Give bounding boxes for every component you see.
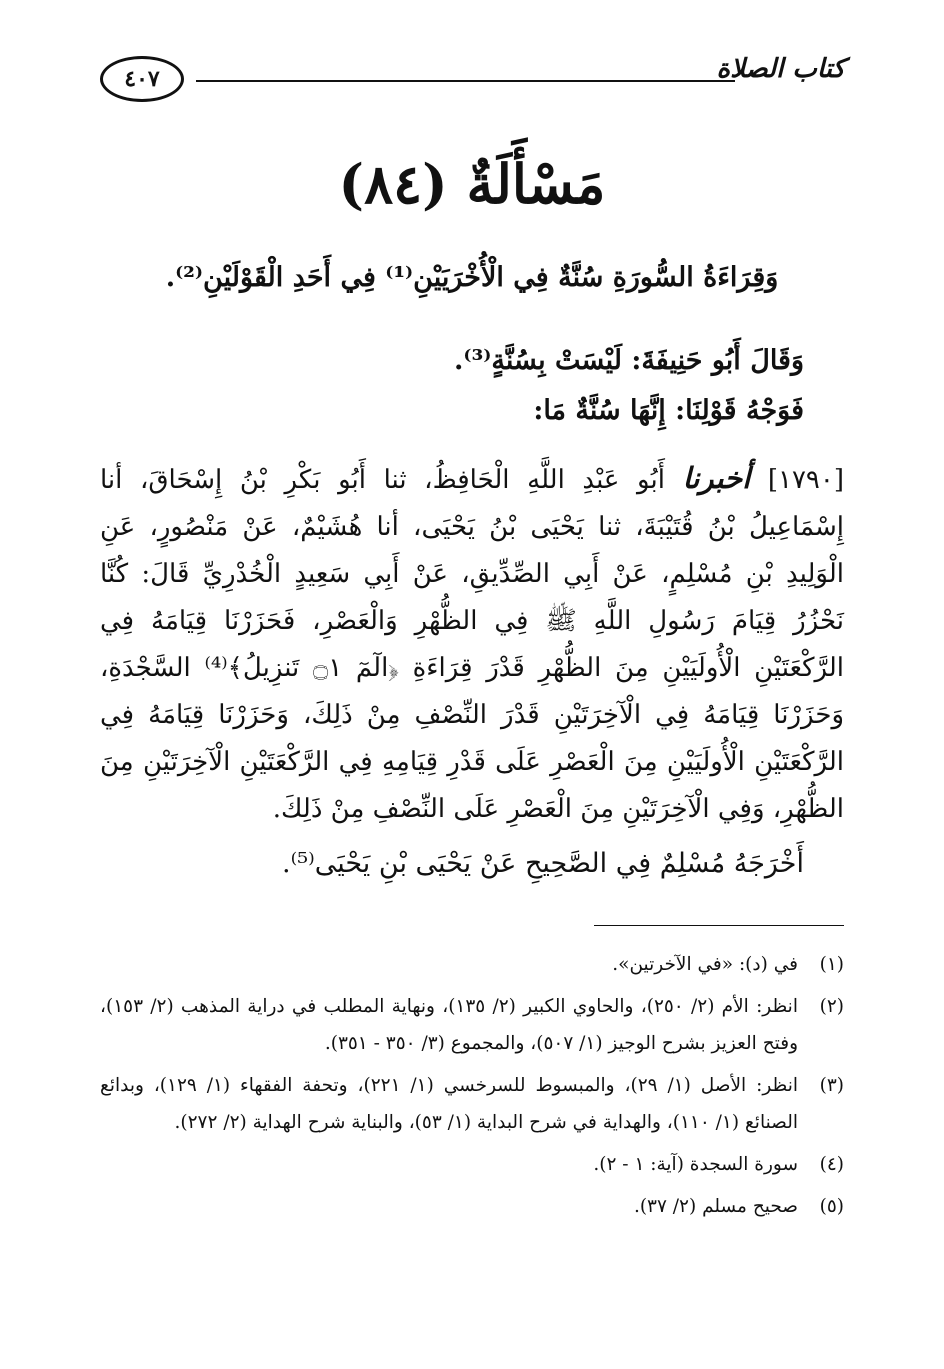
footnote-mark: (١) — [819, 954, 844, 975]
hadith-text: أَبُو عَبْدِ اللَّهِ الْحَافِظُ، ثنا أَبُو بَكْرِ بْنُ إِسْحَاقَ، أنا إِسْمَاعِيلُ بْنُ قُتَيْبَةَ، ثنا يَحْيَى بْنُ يَحْيَى، أنا هُشَيْمٌ، عَنْ مَنْصُورٍ، عَنِ الْوَلِيدِ بْنِ مُسْلِمٍ، عَنْ أَبِي الصِّدِّيقِ، عَنْ أَبِي سَعِيدٍ الْخُدْرِيِّ قَالَ: كُنَّا نَحْزُرُ قِيَامَ رَسُولِ اللَّهِ ﷺ فِي الظُّهْرِ وَالْعَصْرِ، فَحَزَرْنَا قِيَامَهُ فِي الرَّكْعَتَيْنِ الْأُولَيَيْنِ مِنَ الظُّهْرِ قَدْرَ قِرَاءَةِ ﴿الٓمٓ ۝١ تَنزِيلُ﴾⁽⁴⁾ السَّجْدَةِ، وَحَزَرْنَا قِيَامَهُ فِي الْآخِرَتَيْنِ قَدْرَ النِّصْفِ مِنْ ذَلِكَ، وَحَزَرْنَا قِيَامَهُ فِي الرَّكْعَتَيْنِ الْأُولَيَيْنِ مِنَ الْعَصْرِ عَلَى قَدْرِ قِيَامِهِ فِي الرَّكْعَتَيْنِ الْآخِرَتَيْنِ مِنَ الظُّهْرِ، وَفِي الْآخِرَتَيْنِ مِنَ الْعَصْرِ عَلَى النِّصْفِ مِنْ ذَلِكَ. — [100, 465, 845, 824]
footnote-item — [100, 946, 844, 983]
footnote-mark: (٤) — [819, 1154, 844, 1175]
hadith-paragraph — [100, 455, 844, 833]
footnote-item — [100, 1146, 844, 1183]
footnote-item — [100, 988, 844, 1062]
footnote-mark: (٣) — [819, 1075, 844, 1096]
page-number: ٤٠٧ — [100, 56, 184, 102]
footnote-divider — [594, 925, 844, 926]
footnotes — [100, 946, 844, 1230]
abu-hanifa-opinion: وَقَالَ أَبُو حَنِيفَةَ: لَيْسَتْ بِسُنَّةٍ⁽³⁾. — [454, 345, 804, 376]
footnote-text: انظر: الأم (٢/ ٢٥٠)، والحاوي الكبير (٢/ ١٣٥)، ونهاية المطلب في دراية المذهب (٢/ ١٥٣)، وفتح العزيز بشرح الوجيز (١/ ٥٠٧)، والمجموع (٣/ ٣٥٠ - ٣٥١). — [100, 996, 798, 1054]
argument-intro: فَوَجْهُ قَوْلِنَا: إِنَّهَا سُنَّةٌ مَا: — [533, 395, 804, 426]
footnote-text: انظر: الأصل (١/ ٢٩)، والمبسوط للسرخسي (١/ ٢٢١)، وتحفة الفقهاء (١/ ١٢٩)، وبدائع الصنائع (١/ ١١٠)، والهداية في شرح البداية (١/ ٥٣)، والبناية شرح الهداية (٢/ ٢٧٢). — [100, 1075, 798, 1133]
header-rule — [196, 80, 735, 82]
hadith-number: [١٧٩٠] — [767, 465, 844, 495]
issue-heading: مَسْأَلَةٌ (٨٤) — [338, 152, 606, 216]
footnote-text: سورة السجدة (آية: ١ - ٢). — [593, 1154, 798, 1175]
footnote-item — [100, 1067, 844, 1141]
footnote-text: في (د): «في الآخرتين». — [612, 954, 798, 975]
footnote-text: صحيح مسلم (٢/ ٣٧). — [633, 1196, 798, 1217]
footnote-mark: (٥) — [819, 1196, 844, 1217]
footnote-mark: (٢) — [819, 996, 844, 1017]
issue-statement: وَقِرَاءَةُ السُّورَةِ سُنَّةٌ فِي الْأُخْرَيَيْنِ⁽¹⁾ فِي أَحَدِ الْقَوْلَيْنِ⁽²⁾. — [165, 262, 779, 293]
page-header — [100, 52, 845, 108]
running-title: كتاب الصلاة — [716, 54, 845, 84]
takhrij-line: أَخْرَجَهُ مُسْلِمٌ فِي الصَّحِيحِ عَنْ يَحْيَى بْنِ يَحْيَى⁽⁵⁾. — [282, 848, 804, 879]
footnote-item — [100, 1188, 844, 1225]
hadith-akhbarana: أخبرنا — [682, 461, 751, 495]
